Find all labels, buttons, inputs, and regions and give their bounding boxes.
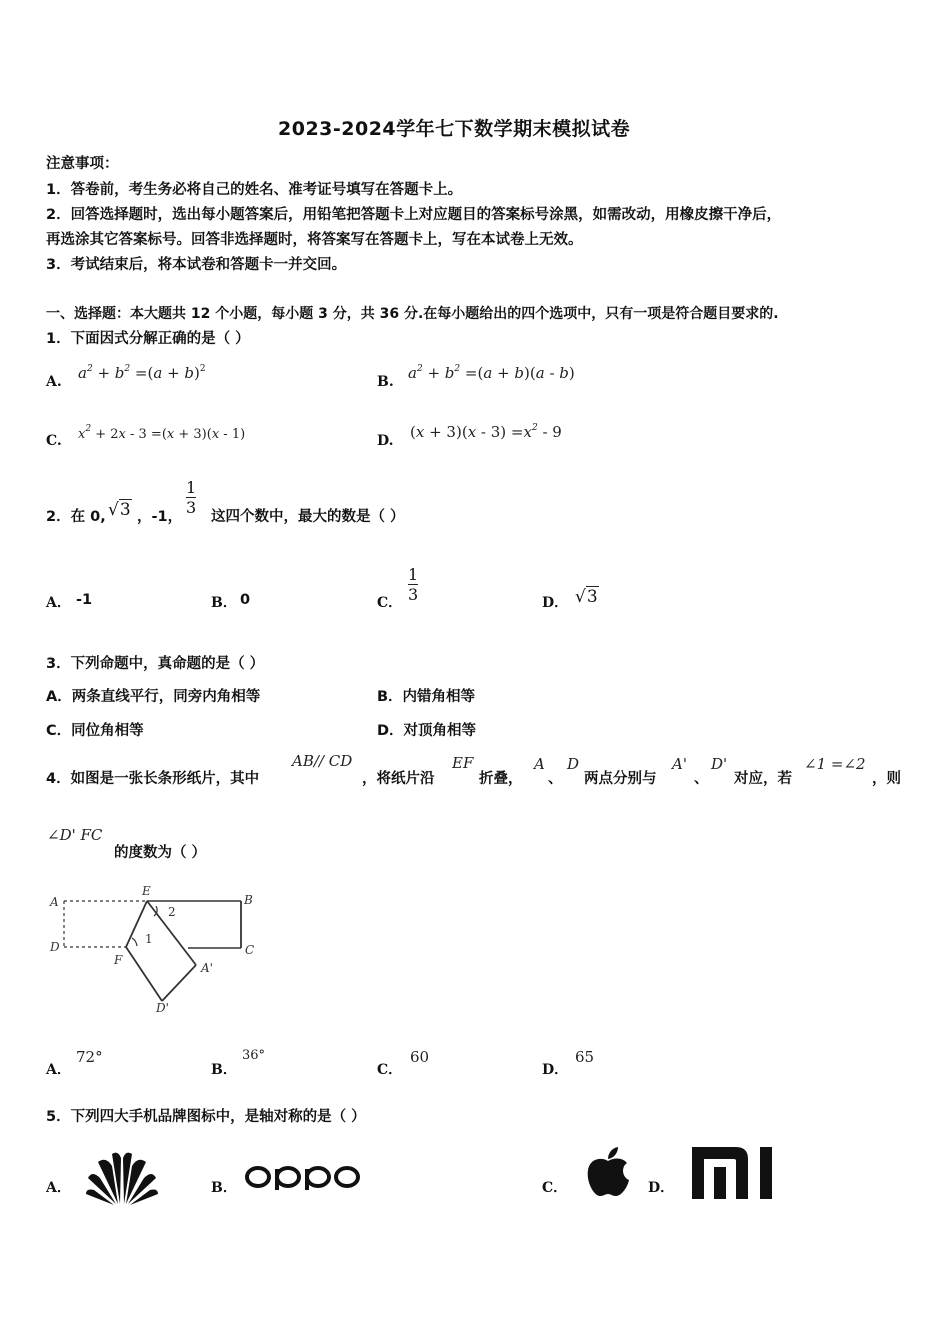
fig-edge-ef [126, 901, 147, 947]
fig-label-d-prime: D' [156, 1001, 169, 1015]
fig-label-a: A [50, 895, 59, 909]
q1-stem: 1．下面因式分解正确的是（ ） [46, 331, 250, 347]
q4-stem-part6: 、 [694, 771, 709, 787]
q4-option-a-value: 72° [76, 1048, 103, 1066]
q4-option-d-value: 65 [575, 1048, 595, 1066]
section-heading: 一、选择题：本大题共 12 个小题，每小题 3 分，共 36 分.在每小题给出的四个选项中，只有一项是符合题目要求的. [46, 306, 779, 322]
fig-edge-da [162, 965, 196, 1001]
q4-math-ab-cd: AB// CD [292, 752, 353, 770]
q2-option-d-label: D． [542, 595, 569, 611]
notice-heading: 注意事项： [46, 156, 119, 172]
q2-option-a-label: A． [46, 595, 71, 611]
q4-stem-part8: ，则 [872, 771, 901, 787]
q2-option-b-label: B． [211, 595, 237, 611]
q4-stem-part3: 折叠， [479, 771, 523, 787]
q4-stem-part7: 对应，若 [734, 771, 792, 787]
q3-option-d: D．对顶角相等 [377, 723, 477, 739]
q4-stem-part9: 的度数为（ ） [114, 845, 207, 861]
q4-stem-part1: 4．如图是一张长条形纸片，其中 [46, 771, 260, 787]
q4-option-b-label: B． [211, 1062, 237, 1078]
fig-label-angle2: 2 [168, 905, 176, 919]
q4-math-a: A [534, 755, 545, 773]
q1-option-b-label: B. [377, 374, 394, 390]
q4-option-b-value: 36° [242, 1048, 266, 1063]
q4-option-c-value: 60 [410, 1048, 430, 1066]
q2-sqrt3: √3 [108, 500, 131, 520]
q2-option-c-label: C． [377, 595, 403, 611]
q5-option-d-label: D． [648, 1180, 675, 1196]
q3-stem: 3．下列命题中，真命题的是（ ） [46, 656, 265, 672]
q1-option-a-formula: $a^2 + b^2 =(a + b)^2$ [78, 364, 206, 382]
fig-label-b: B [244, 893, 253, 907]
q4-option-d-label: D． [542, 1062, 569, 1078]
q4-stem-part2: ，将纸片沿 [362, 771, 435, 787]
q3-option-b: B．内错角相等 [377, 689, 476, 705]
q1-option-d-formula: $(x + 3)(x - 3) =x^2 - 9$ [410, 423, 562, 441]
q4-math-d: D [567, 755, 580, 773]
q2-option-c-fraction: $\frac{1}{3}$ [408, 565, 419, 604]
fig-label-angle1: 1 [145, 932, 153, 946]
q1-option-a-label: A. [46, 374, 62, 390]
q4-stem-part4: 、 [548, 771, 563, 787]
q4-math-d-prime: D' [711, 755, 728, 773]
fig-angle-1-arc [132, 938, 137, 946]
fig-label-f: F [114, 953, 123, 967]
q3-option-a: A．两条直线平行，同旁内角相等 [46, 689, 261, 705]
q4-option-a-label: A． [46, 1062, 71, 1078]
fig-edge-fd [126, 947, 162, 1001]
q2-stem-part3: 这四个数中，最大的数是（ ） [211, 509, 405, 525]
q5-option-b-label: B． [211, 1180, 237, 1196]
fig-label-e: E [142, 884, 151, 898]
notice-item-2b: 再选涂其它答案标号。回答非选择题时，将答案写在答题卡上，写在本试卷上无效。 [46, 232, 583, 248]
q5-option-c-label: C． [542, 1180, 568, 1196]
q2-stem-part1: 2．在 0, [46, 509, 106, 525]
q4-math-ef: EF [452, 754, 474, 772]
huawei-logo-icon [84, 1148, 160, 1206]
q2-option-b-value: 0 [240, 592, 251, 608]
oppo-logo-icon [244, 1163, 362, 1191]
q4-stem-part5: 两点分别与 [584, 771, 657, 787]
q2-stem-part2: ，-1， [137, 509, 183, 525]
q1-option-c-formula: $x^2 + 2x - 3 =(x + 3)(x - 1)$ [78, 424, 246, 442]
q4-math-angle-dfc: ∠D' FC [47, 826, 103, 844]
q5-stem: 5．下列四大手机品牌图标中，是轴对称的是（ ） [46, 1109, 366, 1125]
q4-option-c-label: C． [377, 1062, 403, 1078]
page-title: 2023-2024学年七下数学期末模拟试卷 [278, 118, 631, 140]
q2-option-d-sqrt: √3 [575, 587, 598, 607]
q4-math-a-prime: A' [672, 755, 687, 773]
q4-math-angle-eq: ∠1 =∠2 [804, 755, 866, 773]
notice-item-2a: 2．回答选择题时，选出每小题答案后，用铅笔把答题卡上对应题目的答案标号涂黑，如需改动，用橡皮擦干净后， [46, 207, 782, 223]
q1-option-d-label: D. [377, 433, 394, 449]
fig-label-c: C [245, 943, 255, 957]
q5-option-a-label: A． [46, 1180, 71, 1196]
fig-label-a-prime: A' [201, 961, 213, 975]
q3-option-c: C．同位角相等 [46, 723, 144, 739]
q2-option-a-value: -1 [76, 592, 93, 608]
notice-item-1: 1．答卷前，考生务必将自己的姓名、准考证号填写在答题卡上。 [46, 182, 463, 198]
notice-item-3: 3．考试结束后，将本试卷和答题卡一并交回。 [46, 257, 347, 273]
q1-option-c-label: C. [46, 433, 62, 449]
xiaomi-logo-icon [692, 1147, 776, 1199]
apple-logo-icon [584, 1146, 632, 1198]
q2-fraction: $\frac{1}{3}$ [186, 478, 197, 517]
q1-option-b-formula: $a^2 + b^2 =(a + b)(a - b)$ [408, 364, 575, 382]
fig-label-d: D [50, 940, 60, 954]
q4-figure [44, 880, 274, 1020]
